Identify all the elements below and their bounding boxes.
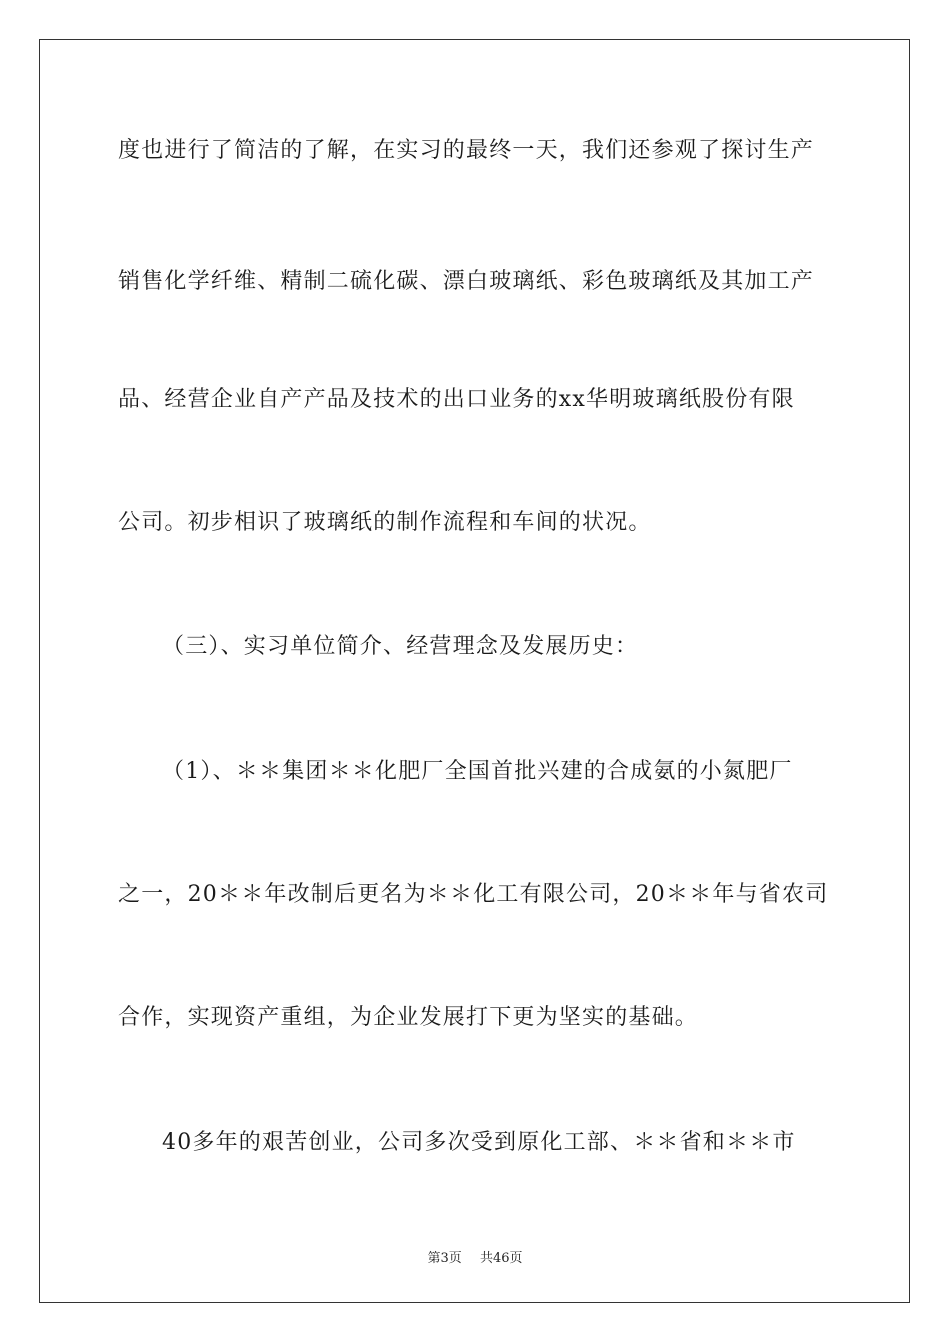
- text-line: 度也进行了简洁的了解，在实习的最终一天，我们还参观了探讨生产: [118, 138, 815, 163]
- total-pages: 共46页: [479, 1251, 523, 1266]
- text-line: 之一，20＊＊年改制后更名为＊＊化工有限公司，20＊＊年与省农司: [118, 882, 829, 907]
- text-line: 40多年的艰苦创业，公司多次受到原化工部、＊＊省和＊＊市: [162, 1130, 796, 1155]
- text-line: 品、经营企业自产产品及技术的出口业务的xx华明玻璃纸股份有限: [118, 387, 795, 412]
- text-line: （1）、＊＊集团＊＊化肥厂全国首批兴建的合成氨的小氮肥厂: [162, 759, 793, 784]
- text-line: 公司。初步相识了玻璃纸的制作流程和车间的状况。: [118, 510, 652, 535]
- page-number: 第3页: [427, 1251, 462, 1266]
- text-line: 合作，实现资产重组，为企业发展打下更为坚实的基础。: [118, 1005, 699, 1030]
- page-footer: [0, 1247, 950, 1266]
- page-border: [39, 39, 910, 1303]
- text-line: 销售化学纤维、精制二硫化碳、漂白玻璃纸、彩色玻璃纸及其加工产: [118, 269, 815, 294]
- section-heading: （三）、实习单位简介、经营理念及发展历史：: [162, 634, 639, 659]
